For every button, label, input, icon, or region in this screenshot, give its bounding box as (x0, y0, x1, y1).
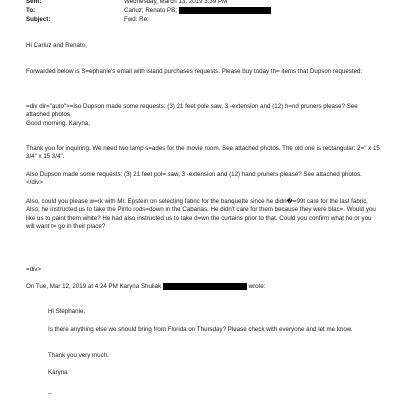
hi-stephanie-line: Hi Stephanie, (48, 308, 86, 315)
div-close-line: =div> (26, 266, 42, 273)
florida-paragraph: Is there anything else we should bring from Florida on Thursday? Please check with everyone and let me know. (48, 326, 353, 333)
to-value (124, 7, 271, 15)
quoted-request-line: =div dir="auto">=lso Dupson made some requests: (3) 21 feet pole saw, 3 -extension and (12) h=nd pruners please? See attached photos. (26, 103, 358, 119)
intro-paragraph: Forwarded below is S=ephanie's email with island purchases requests. Please buy today th= items that Dupson requested: (26, 68, 363, 75)
sent-value: Wednesday, March 13, 2019 3:39 PM (124, 0, 228, 5)
attribution-suffix: wrote: (248, 283, 266, 290)
signature-line: Karyna (48, 369, 68, 376)
attribution-prefix: On Tue, Mar 12, 2019 at 4:24 PM Karyna Shuliak (26, 283, 162, 290)
quoted-request (26, 103, 380, 128)
sent-label: Sent: (26, 0, 42, 5)
greeting: Hi Carluz and Renato, (26, 42, 87, 49)
subject-value: Fwd: Re: (124, 16, 149, 23)
redaction-bar (163, 283, 247, 290)
thanks-paragraph: Thank you for inquiring. We need two lamp s=ades for the movie room. See attached photos. The old one is rectangular: 2=" x 15 3/4" x 15 3/4". (26, 145, 380, 161)
subject-label: Subject: (26, 16, 51, 23)
quoted-greeting-line: Good morning, Karyna, (26, 119, 90, 127)
to-recipients: Carluz; Renato PB; (124, 7, 177, 14)
epstein-paragraph: Also, could you please w=rk with Mr. Epstein on selecting fabric for the banquette since he didn�=99t care for the last fabric. Also, he instructed us to take the Pinto rods=down in the Cabanas. He didn't care for them because they were blac=. Would you like us to paint them white? He had also instructed us to take d=wn the curtains prior to that. Could you confirm what he or you will want t= go in their place? (26, 198, 376, 231)
redaction-bar (179, 7, 271, 14)
thank-you-line: Thank you very much. (48, 352, 109, 359)
trailing-marker: -- (48, 390, 53, 397)
to-label: To: (26, 7, 36, 14)
reply-attribution (26, 283, 380, 291)
requests-paragraph: Also Dupson made some requests: (3) 21 feet pol= saw, 3 -extension and (12) hand pruners please? See attached photos. </div> (26, 171, 362, 187)
